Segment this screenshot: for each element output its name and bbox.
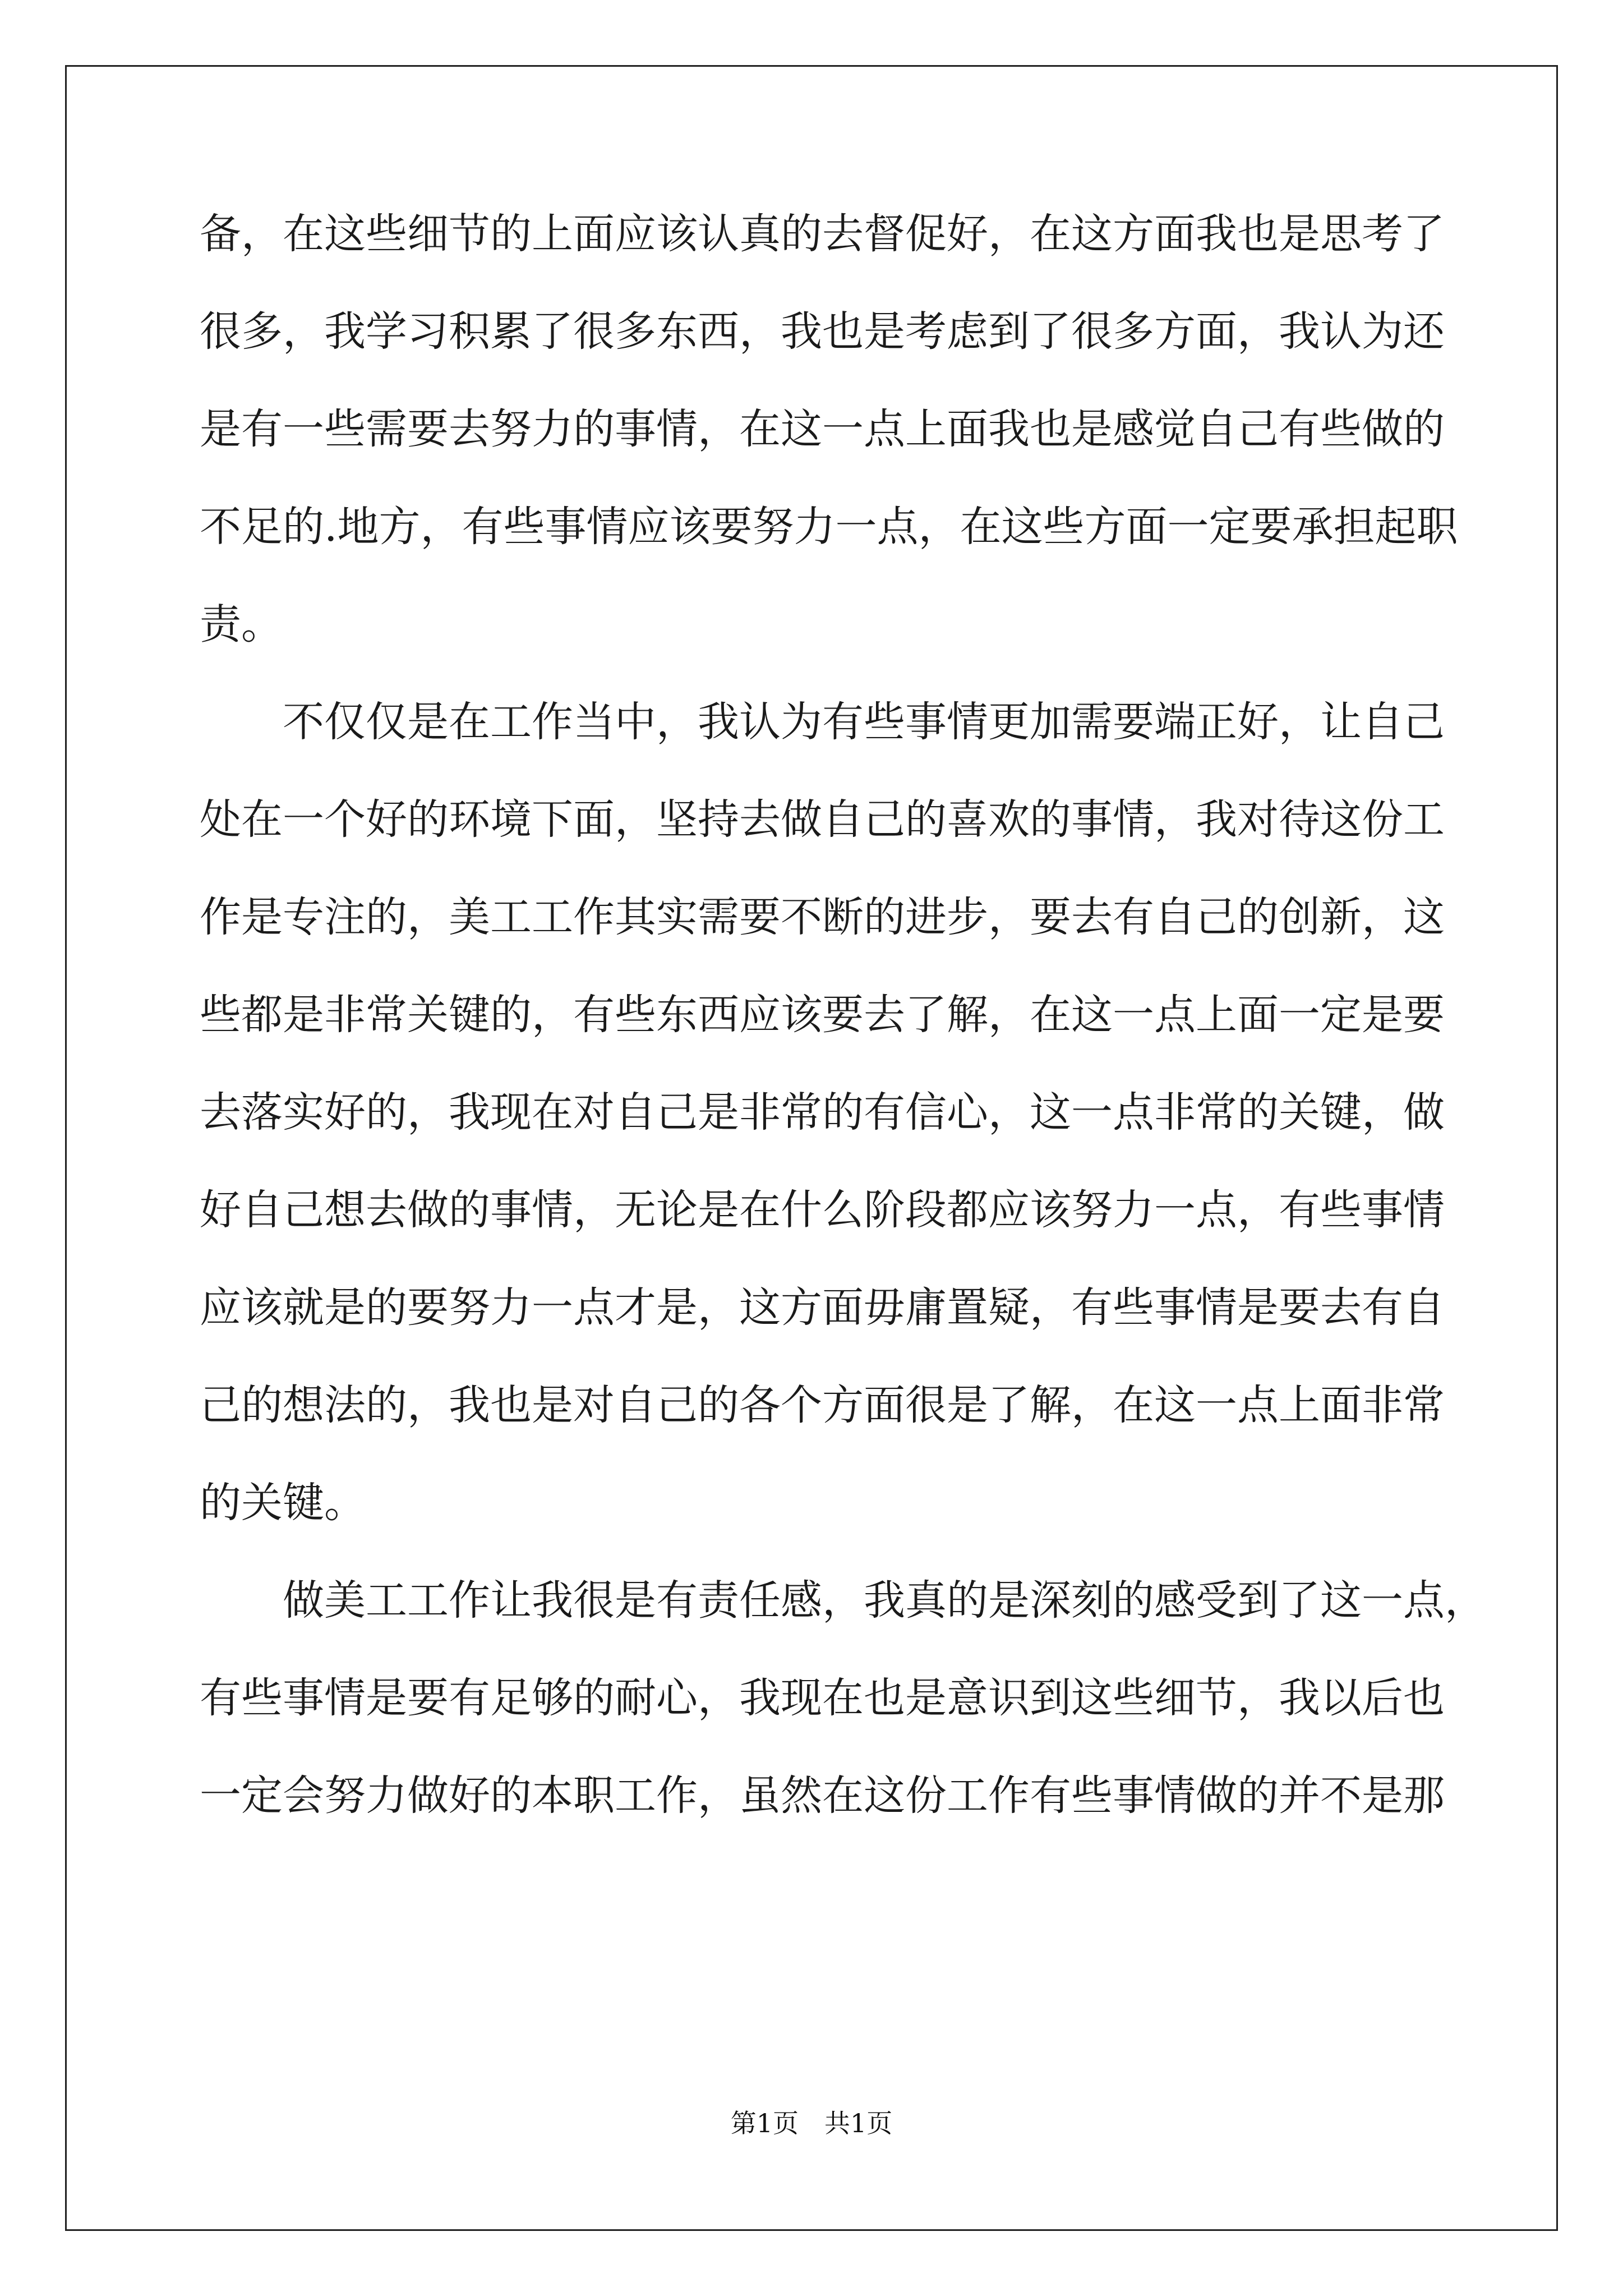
text-line: 很 多 ， 我 学 习 积 累 了 很 多 东 西 ， 我 也 是 考 虑 到 了 很 多 方 面 ， 我 认 为 还 [200,307,1445,356]
text-line: 应 该 就 是 的 要 努 力 一 点 才 是 ， 这 方 面 毋 庸 置 疑 ， 有 些 事 情 是 要 去 有 自 [200,1283,1445,1332]
text-line: 不 仅 仅 是 在 工 作 当 中 ， 我 认 为 有 些 事 情 更 加 需 要 端 正 好 ， 让 自 己 [283,698,1445,746]
text-line: 去 落 实 好 的 ， 我 现 在 对 自 己 是 非 常 的 有 信 心 ， 这 一 点 非 常 的 关 键 ， 做 [200,1088,1445,1137]
text-line: 有 些 事 情 是 要 有 足 够 的 耐 心 ， 我 现 在 也 是 意 识 到 这 些 细 节 ， 我 以 后 也 [200,1674,1445,1722]
text-line: 备 ， 在 这 些 细 节 的 上 面 应 该 认 真 的 去 督 促 好 ， 在 这 方 面 我 也 是 思 考 了 [200,210,1445,258]
text-line: 好 自 己 想 去 做 的 事 情 ， 无 论 是 在 什 么 阶 段 都 应 该 努 力 一 点 ， 有 些 事 情 [200,1186,1445,1234]
text-line: 己 的 想 法 的 ， 我 也 是 对 自 己 的 各 个 方 面 很 是 了 解 ， 在 这 一 点 上 面 非 常 [200,1381,1445,1429]
page-footer: 第1页 共1页 [730,2108,893,2138]
text-line: 处 在 一 个 好 的 环 境 下 面 ， 坚 持 去 做 自 己 的 喜 欢 的 事 情 ， 我 对 待 这 份 工 [200,795,1445,844]
text-line: 作 是 专 注 的 ， 美 工 工 作 其 实 需 要 不 断 的 进 步 ， 要 去 有 自 己 的 创 新 ， 这 [200,893,1445,941]
text-line: 些 都 是 非 常 关 键 的 ， 有 些 东 西 应 该 要 去 了 解 ， 在 这 一 点 上 面 一 定 是 要 [200,991,1445,1039]
text-line: 责。 [200,600,283,648]
text-line: 做 美 工 工 作 让 我 很 是 有 责 任 感 ， 我 真 的 是 深 刻 的 感 受 到 了 这 一 点 ， [283,1576,1486,1625]
text-line: 一 定 会 努 力 做 好 的 本 职 工 作 ， 虽 然 在 这 份 工 作 有 些 事 情 做 的 并 不 是 那 [200,1772,1445,1820]
text-line: 不 足 的 . 地 方 ， 有 些 事 情 应 该 要 努 力 一 点 ， 在 这 些 方 面 一 定 要 承 担 起 职 [200,503,1458,551]
text-line: 是 有 一 些 需 要 去 努 力 的 事 情 ， 在 这 一 点 上 面 我 也 是 感 觉 自 己 有 些 做 的 [200,405,1445,453]
text-line: 的关键。 [200,1479,366,1527]
document-body [200,209,1486,1868]
